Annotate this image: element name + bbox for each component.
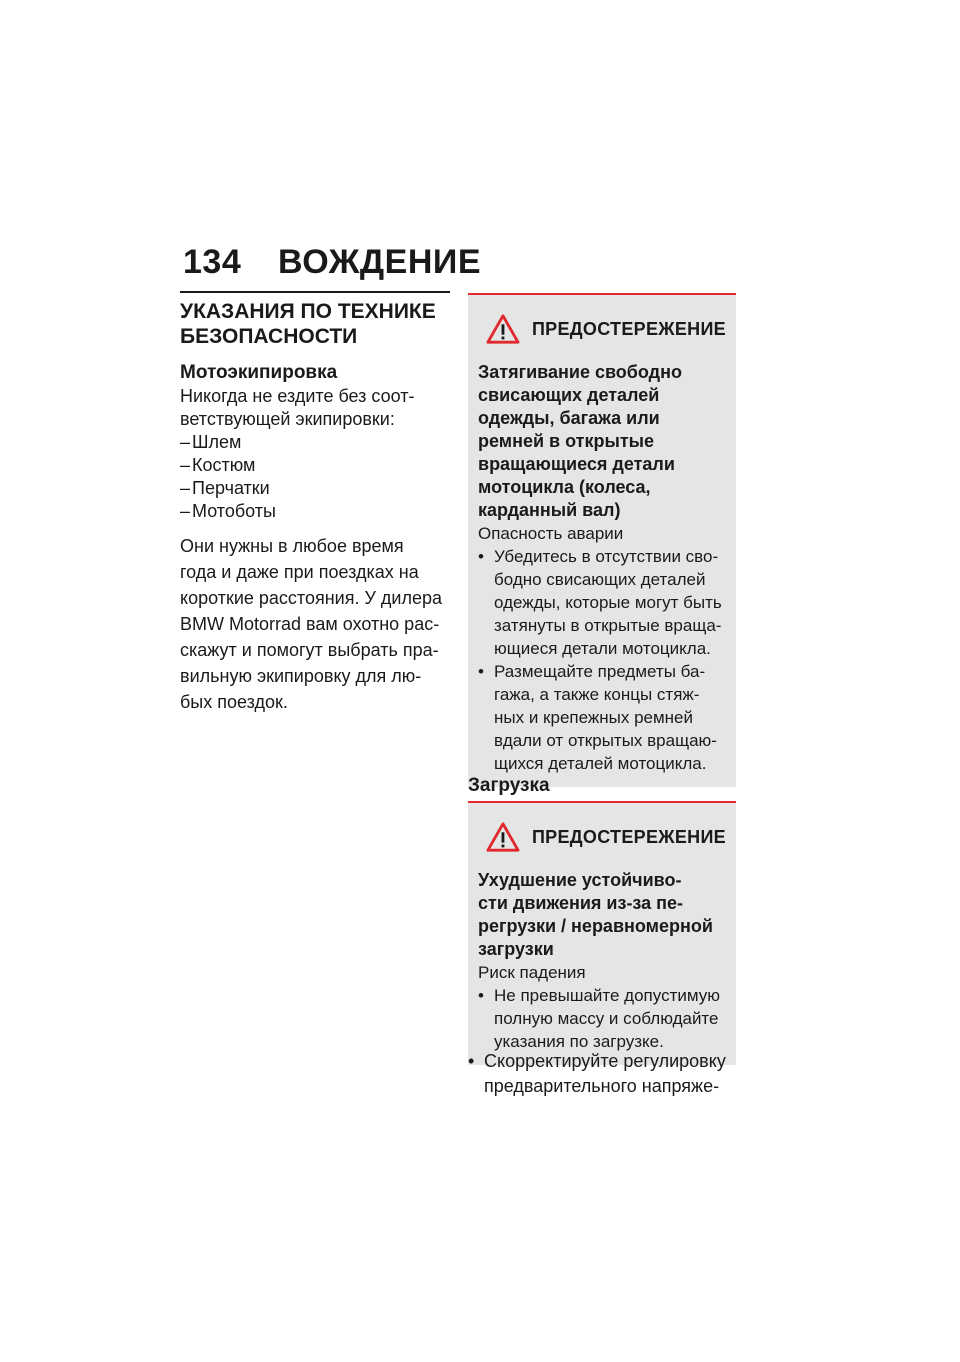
list-item: – Шлем [180,432,242,452]
intro-text: Никогда не ездите без соот- ветствующей экипировки: [180,386,415,429]
page-number: 134 [183,243,242,281]
loading-title: Загрузка [468,775,550,796]
section-rule [180,291,450,293]
list-item: • Не превышайте допустимую полную массу и соблюдайте указания по загрузке. [478,986,720,1051]
equipment-paragraph: Они нужны в любое время года и даже при поездках на короткие расстояния. У дилера BMW Motorrad вам охотно рас- скажут и помогут выбрать пра- вильную экипировку для лю- бых поездок. [180,536,442,712]
warning-bullets [478,984,726,1053]
list-item: • Скорректируйте регулировку предварительного напряже- [468,1051,726,1096]
section-title: УКАЗАНИЯ ПО ТЕХНИКЕ БЕЗОПАСНОСТИ [180,300,436,348]
warning-box-load [468,801,736,1065]
list-item: – Перчатки [180,478,270,498]
subsection-title: Мотоэкипировка [180,362,338,383]
warning-box-clothing [468,293,736,787]
list-item: – Мотоботы [180,501,276,521]
warning-title: Затягивание свободно свисающих деталей одежды, багажа или ремней в открытые вращающиеся детали мотоцикла (колеса, карданный вал) [478,362,682,520]
warning-label: ПРЕДОСТЕРЕЖЕНИЕ [531,826,726,847]
warning-triangle-icon [486,821,520,853]
equipment-list [180,431,450,523]
list-item: – Костюм [180,455,256,475]
warning-risk: Риск падения [478,963,586,982]
left-column [180,291,450,715]
list-item: • Размещайте предметы ба- гажа, а также концы стяж- ных и крепежных ремней вдали от открытых вращаю- щихся деталей мотоцикла. [478,662,717,773]
page-header [183,243,481,282]
warning-triangle-icon [486,313,520,345]
warning-title: Ухудшение устойчиво- сти движения из-за пе- регрузки / неравномерной загрузки [478,870,713,959]
warning-risk: Опасность аварии [478,524,624,543]
chapter-title: ВОЖДЕНИЕ [278,243,482,281]
list-item: • Убедитесь в отсутствии сво- бодно свисающих деталей одежды, которые могут быть затянуты в открытые враща- ющиеся детали мотоцикла. [478,547,722,658]
warning-bullets [478,545,726,775]
body-bullet [468,1049,736,1099]
warning-label: ПРЕДОСТЕРЕЖЕНИЕ [531,318,726,339]
